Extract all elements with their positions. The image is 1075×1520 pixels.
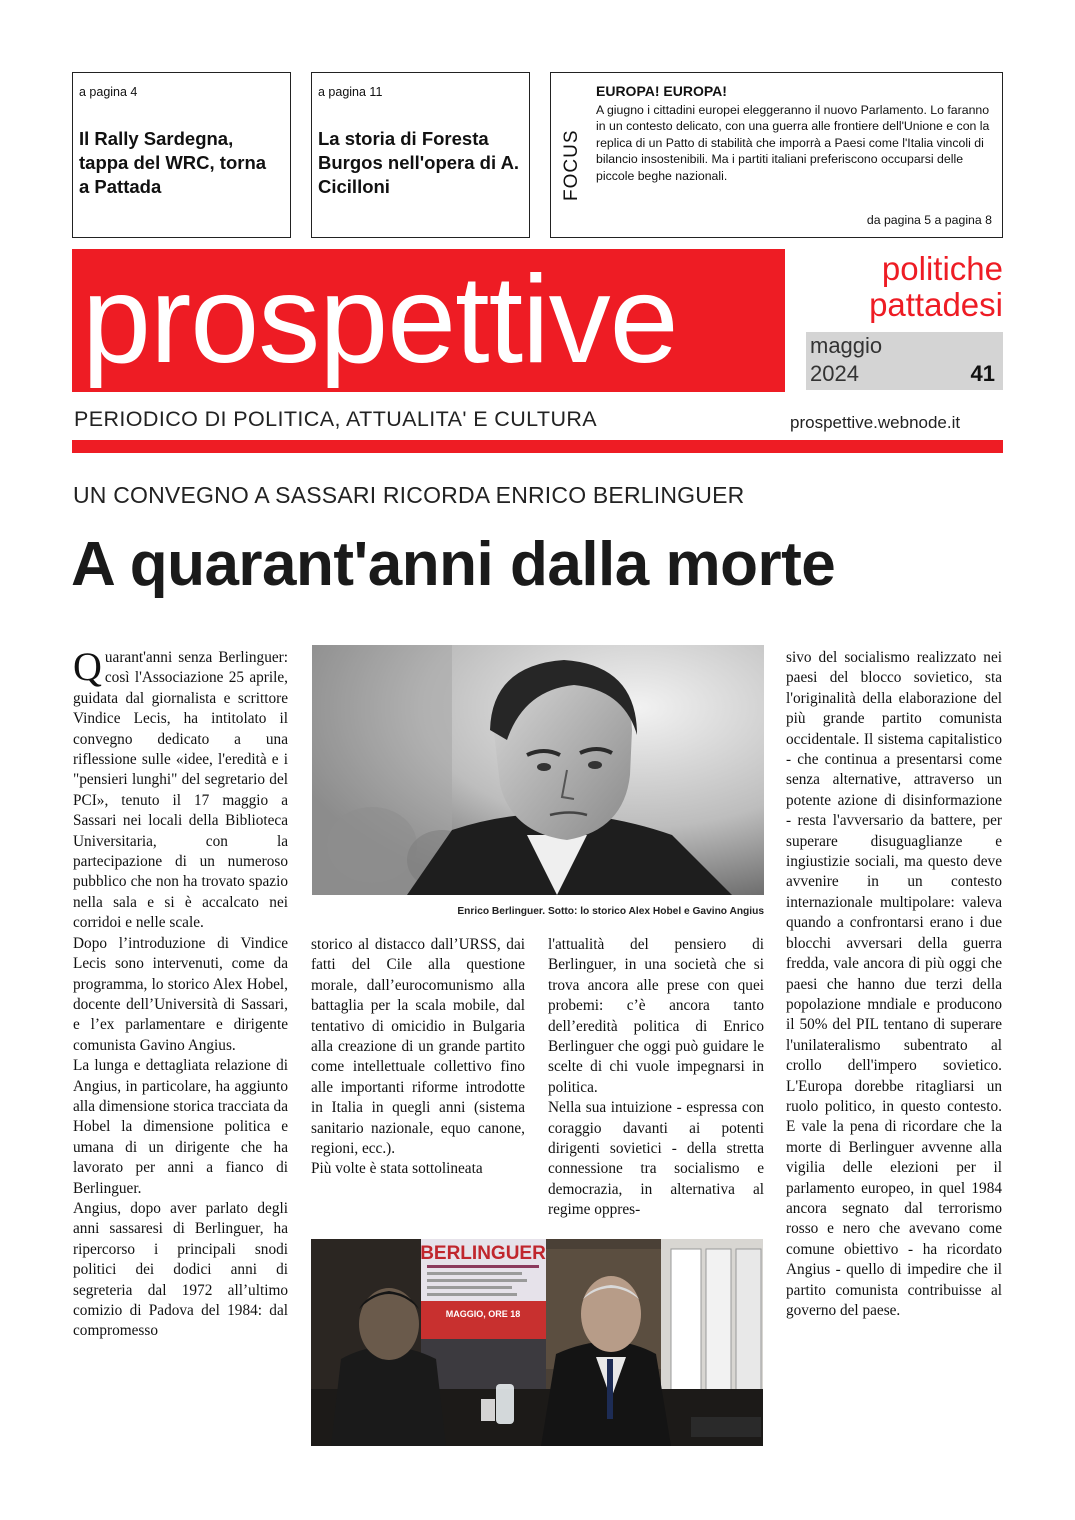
issue-info (806, 332, 1003, 390)
article-column-4 (786, 648, 1002, 1321)
masthead-banner (72, 249, 785, 392)
focus-label: FOCUS (561, 129, 582, 202)
teaser-box-foresta-burgos[interactable] (311, 72, 530, 238)
paragraph: La lunga e dettagliata relazione di Angius, in particolare, ha aggiunto alla dimensione storica tracciata da Hobel la dimensione politica e umana di un dirigente che ha lavorato per anni a fianco di Berlinguer. (73, 1057, 288, 1197)
focus-text: A giugno i cittadini europei eleggeranno il nuovo Parlamento. Lo faranno in un contesto delicato, con una guerra alle frontiere dell'Unione e con la replica di un Patto di stabilità che imporrà a Paesi come l'Italia vincoli di bilancio insostenibili. Ma i partiti italiani preferiscono occuparsi delle piccole beghe nazionali. (596, 103, 990, 183)
paragraph: Nella sua intuizione - espressa con coraggio davanti ai potenti dirigenti sovietici - della stretta connessione tra socialismo e democrazia, in alternativa al regime oppres- (548, 1099, 764, 1219)
focus-title: EUROPA! EUROPA! (596, 83, 727, 99)
drop-cap: Q (73, 644, 102, 689)
paragraph: storico al distacco dall’URSS, dai fatti del Cile alla questione morale, dall’eurocomunismo alla battaglia per la scala mobile, dal tentativo di omicidio in Bulgaria alla creazione di un grande partito come intellettuale collettivo fino alle importanti riforme introdotte in Italia in quegli anni (sistema sanitario nazionale, equo canone, regioni, ecc.). (311, 936, 525, 1158)
masthead-subtitle-line2: pattadesi (869, 286, 1003, 323)
article-column-1 (73, 644, 288, 1342)
focus-box[interactable] (550, 72, 1003, 238)
tagline: PERIODICO DI POLITICA, ATTUALITA' E CULTURA (74, 407, 598, 431)
teaser-page-ref: a pagina 11 (318, 85, 383, 99)
paragraph: Dopo l’introduzione di Vindice Lecis sono intervenuti, come da programma, lo storico Alex Hobel, docente dell’Università di Sassari, e l’ex parlamentare e dirigente comunista Gavino Angius. (73, 934, 288, 1054)
teaser-title: Il Rally Sardegna, tappa del WRC, torna a Pattada (79, 128, 267, 197)
poster-date: MAGGIO, ORE 18 (445, 1309, 521, 1319)
article-column-3 (548, 935, 764, 1221)
divider-bar (72, 440, 1003, 453)
teaser-title: La storia di Foresta Burgos nell'opera di A. Cicilloni (318, 128, 520, 197)
website-link[interactable]: prospettive.webnode.it (790, 413, 961, 432)
article-kicker: UN CONVEGNO A SASSARI RICORDA ENRICO BERLINGUER (73, 482, 745, 508)
paragraph: Più volte è stata sottolineata (311, 1160, 483, 1178)
masthead-subtitle-line1: politiche (881, 250, 1003, 287)
poster-title: BERLINGUER (420, 1243, 546, 1264)
issue-year: 2024 (810, 361, 859, 386)
issue-month: maggio (810, 333, 883, 358)
article-column-2 (311, 935, 525, 1180)
focus-page-ref: da pagina 5 a pagina 8 (866, 213, 992, 227)
berlinguer-portrait-photo (312, 645, 764, 895)
paragraph: Angius, dopo aver parlato degli anni sassaresi di Berlinguer, ha ripercorso i principali snodi politici dei dodici anni di segreteria dal 1972 all’ultimo comizio di Padova del 1984: dal compromesso (73, 1199, 288, 1340)
paragraph: l'attualità del pensiero di Berlinguer, in una società che si trova ancora alle prese con quei probemi: c’è ancora tanto dell’eredità politica di Enrico Berlinguer che oggi può guidare le scelte di chi vuole impegnarsi in politica. (548, 936, 764, 1096)
photo-caption: Enrico Berlinguer. Sotto: lo storico Alex Hobel e Gavino Angius (457, 906, 764, 917)
paragraph: uarant'anni senza Berlinguer: così l'Associazione 25 aprile, guidata dal giornalista e scrittore Vindice Lecis, ha intitolato il convegno dedicato a una riflessione sulle «idee, l'eredità e i "pensieri lunghi" del segretario del PCI», tenuto il 17 maggio a Sassari nei locali della Biblioteca Universitaria, con la partecipazione di un numeroso pubblico che non ha trovato spazio nella sala e si è accalcato nei corridoi e nelle scale. (73, 649, 288, 932)
conference-photo (311, 1239, 763, 1446)
issue-number: 41 (970, 361, 995, 386)
teaser-box-rally[interactable] (72, 72, 291, 238)
teaser-page-ref: a pagina 4 (79, 85, 138, 99)
masthead-logo: prospettive (82, 251, 678, 389)
article-headline: A quarant'anni dalla morte (71, 530, 836, 599)
paragraph: sivo del socialismo realizzato nei paesi del blocco sovietico, sta l'originalità della elaborazione del più grande partito comunista occidentale. Il sistema capitalistico - che continua a presentarsi come senza alternative, attraverso un potente azione di disinformazione - resta l'avversario da battere, per superare disuguaglianze e ingiustizie sociali, ma questo deve avvenire in un contesto internazionale multipolare: valeva quando a confrontarsi erano i due blocchi avversari della guerra fredda, vale ancora di più oggi che paesi che hanno due terzi della popolazione mndiale e producono il 50% del PIL tentano di superare l'unilateralismo subentrato al crollo dell'impero sovietico. L'Europa dorebbe ritagliarsi un ruolo politico, in questo contesto. E vale la pena di ricordare che la morte di Berlinguer avvenne alla vigilia delle elezioni per il parlamento europeo, in quel 1984 ancora segnato dal terrorismo rosso e nero che avevano come comune obiettivo - ha ricordato Angius - quello di impedire che il partito comunista contribuisse al governo del paese. (786, 649, 1002, 1319)
